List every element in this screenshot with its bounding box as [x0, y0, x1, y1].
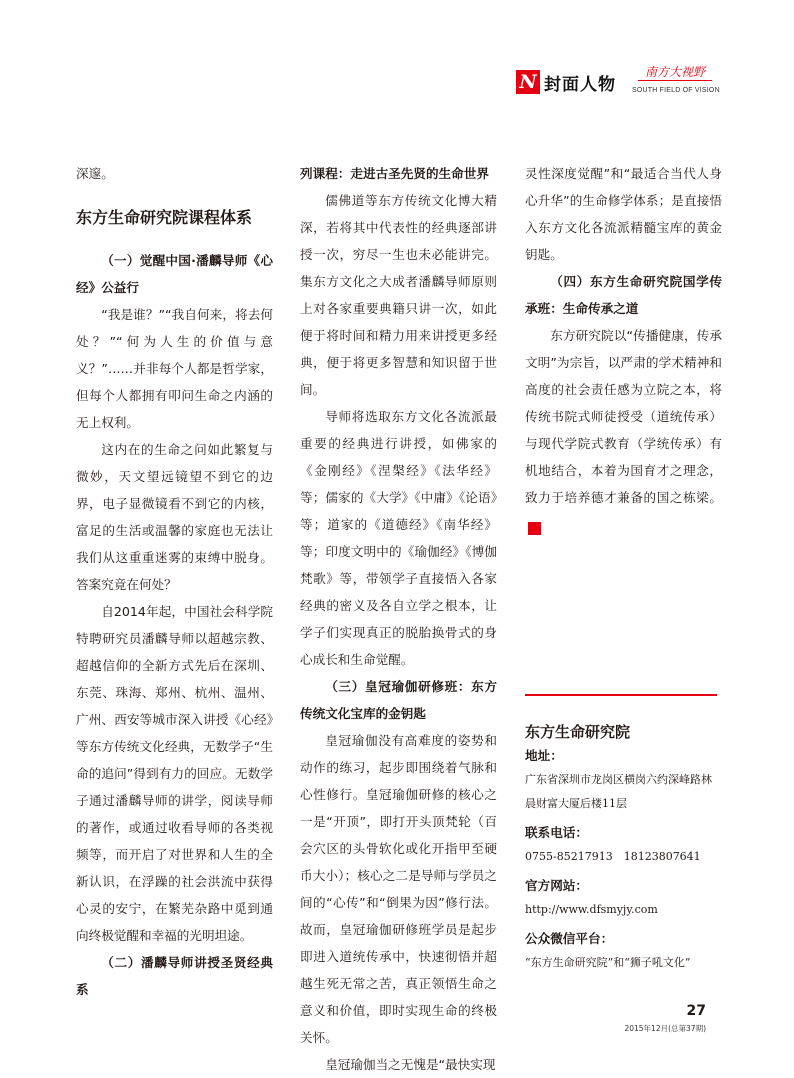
- phone-label: 联系电话：: [525, 825, 588, 840]
- section-heading: 东方生命研究院课程体系: [76, 208, 253, 227]
- article-column-2: [300, 160, 497, 1078]
- paragraph: 皇冠瑜伽当之无愧是“最快实现: [325, 1057, 496, 1072]
- address-label: 地址：: [525, 748, 563, 763]
- institute-name: 东方生命研究院: [525, 723, 631, 741]
- magazine-brand: [632, 62, 718, 102]
- paragraph: 自2014年起，中国社会科学院特聘研究员潘麟导师以超越宗教、超越信仰的全新方式先后在深圳、东莞、珠海、郑州、杭州、温州、广州、西安等城市深入讲授《心经》等东方传统文化经典，无数学子“生命的追问”得到有力的回应。无数学子通过潘麟导师的讲学，阅读导师的著作，或通过收看导师的各类视频等，而开启了对世界和人生的全新认识，在浮躁的社会洪流中获得心灵的安宁，在繁芜杂路中觅到通向终极觉醒和幸福的光明坦途。: [76, 604, 273, 943]
- wechat-value: “东方生命研究院”和“狮子吼文化”: [525, 956, 691, 969]
- end-mark-n-icon: N: [528, 522, 541, 535]
- column-title: 封面人物: [544, 75, 616, 95]
- article-column-3: [525, 160, 722, 538]
- magazine-n-logo-icon: N: [516, 70, 540, 94]
- website-label: 官方网站：: [525, 878, 588, 893]
- article-column-1: [76, 160, 273, 1003]
- address-value: 广东省深圳市龙岗区横岗六约深峰路林晨财富大厦后楼11层: [525, 773, 712, 810]
- wechat-label: 公众微信平台：: [525, 931, 614, 946]
- paragraph-final: [525, 322, 722, 538]
- subheading: 列课程：走进古圣先贤的生命世界: [300, 166, 489, 181]
- contact-info-box: [525, 694, 717, 980]
- paragraph: 导师将选取东方文化各流派最重要的经典进行讲授，如佛家的《金刚经》《涅槃经》《法华经》等；儒家的《大学》《中庸》《论语》等；道家的《道德经》《南华经》等；印度文明中的《瑜伽经》《博伽梵歌》等，带领学子直接悟入各家经典的密义及各自立学之根本，让学子们实现真正的脱胎换骨式的身心成长和生命觉醒。: [300, 409, 497, 667]
- paragraph: “我是谁？”“我自何来，将去何处？”“何为人生的价值与意义？”……并非每个人都是哲学家，但每个人都拥有叩问生命之内涵的无上权利。: [76, 307, 273, 430]
- paragraph-text: 东方研究院以“传播健康，传承文明”为宗旨，以严肃的学术精神和高度的社会责任感为立院之本，将传统书院式师徒授受（道统传承）与现代学院式教育（学统传承）有机地结合，本着为国育才之理念，致力于培养德才兼备的国之栋梁。: [525, 328, 722, 505]
- issue-info: 2015年12月(总第37期): [624, 1024, 706, 1033]
- subheading: （三）皇冠瑜伽研修班：东方传统文化宝库的金钥匙: [300, 679, 497, 721]
- paragraph: 皇冠瑜伽没有高难度的姿势和动作的练习，起步即围绕着气脉和心性修行。皇冠瑜伽研修的核心之一是“开顶”，即打开头顶梵轮（百会穴区的头骨软化或化开指甲至硬币大小）；核心之二是导师与学员之间的“心传”和“倒果为因”修行法。故而，皇冠瑜伽研修班学员是起步即进入道统传承中，快速彻悟并超越生死无常之苦，真正领悟生命之意义和价值，即时实现生命的终极关怀。: [300, 733, 497, 1045]
- subheading: （四）东方生命研究院国学传承班：生命传承之道: [525, 274, 722, 316]
- paragraph: 灵性深度觉醒”和“最适合当代人身心升华”的生命修学体系；是直接悟入东方文化各流派精髓宝库的黄金钥匙。: [525, 166, 722, 262]
- page-header: [514, 62, 718, 102]
- page-number: 27: [686, 1003, 706, 1019]
- website-value: http://www.dfsmyjy.com: [525, 903, 658, 916]
- paragraph: 深邃。: [76, 166, 114, 181]
- red-divider: [525, 694, 717, 696]
- subheading: （一）觉醒中国·潘麟导师《心经》公益行: [76, 253, 273, 295]
- magazine-english-name: SOUTH FIELD OF VISION: [632, 87, 720, 94]
- paragraph: 儒佛道等东方传统文化博大精深，若将其中代表性的经典逐部讲授一次，穷尽一生也未必能讲完。集东方文化之大成者潘麟导师原则上对各家重要典籍只讲一次，如此便于将时间和精力用来讲授更多经典，便于将更多智慧和知识留于世间。: [300, 193, 497, 397]
- paragraph: 这内在的生命之问如此繁复与微妙，天文望远镜望不到它的边界，电子显微镜看不到它的内核，富足的生活或温馨的家庭也无法让我们从这重重迷雾的束缚中脱身。答案究竟在何处？: [76, 442, 273, 592]
- phone-value: 0755-85217913 18123807641: [525, 850, 701, 863]
- subheading: （二）潘麟导师讲授圣贤经典系: [76, 955, 273, 997]
- magazine-name: 南方大视野: [638, 64, 712, 81]
